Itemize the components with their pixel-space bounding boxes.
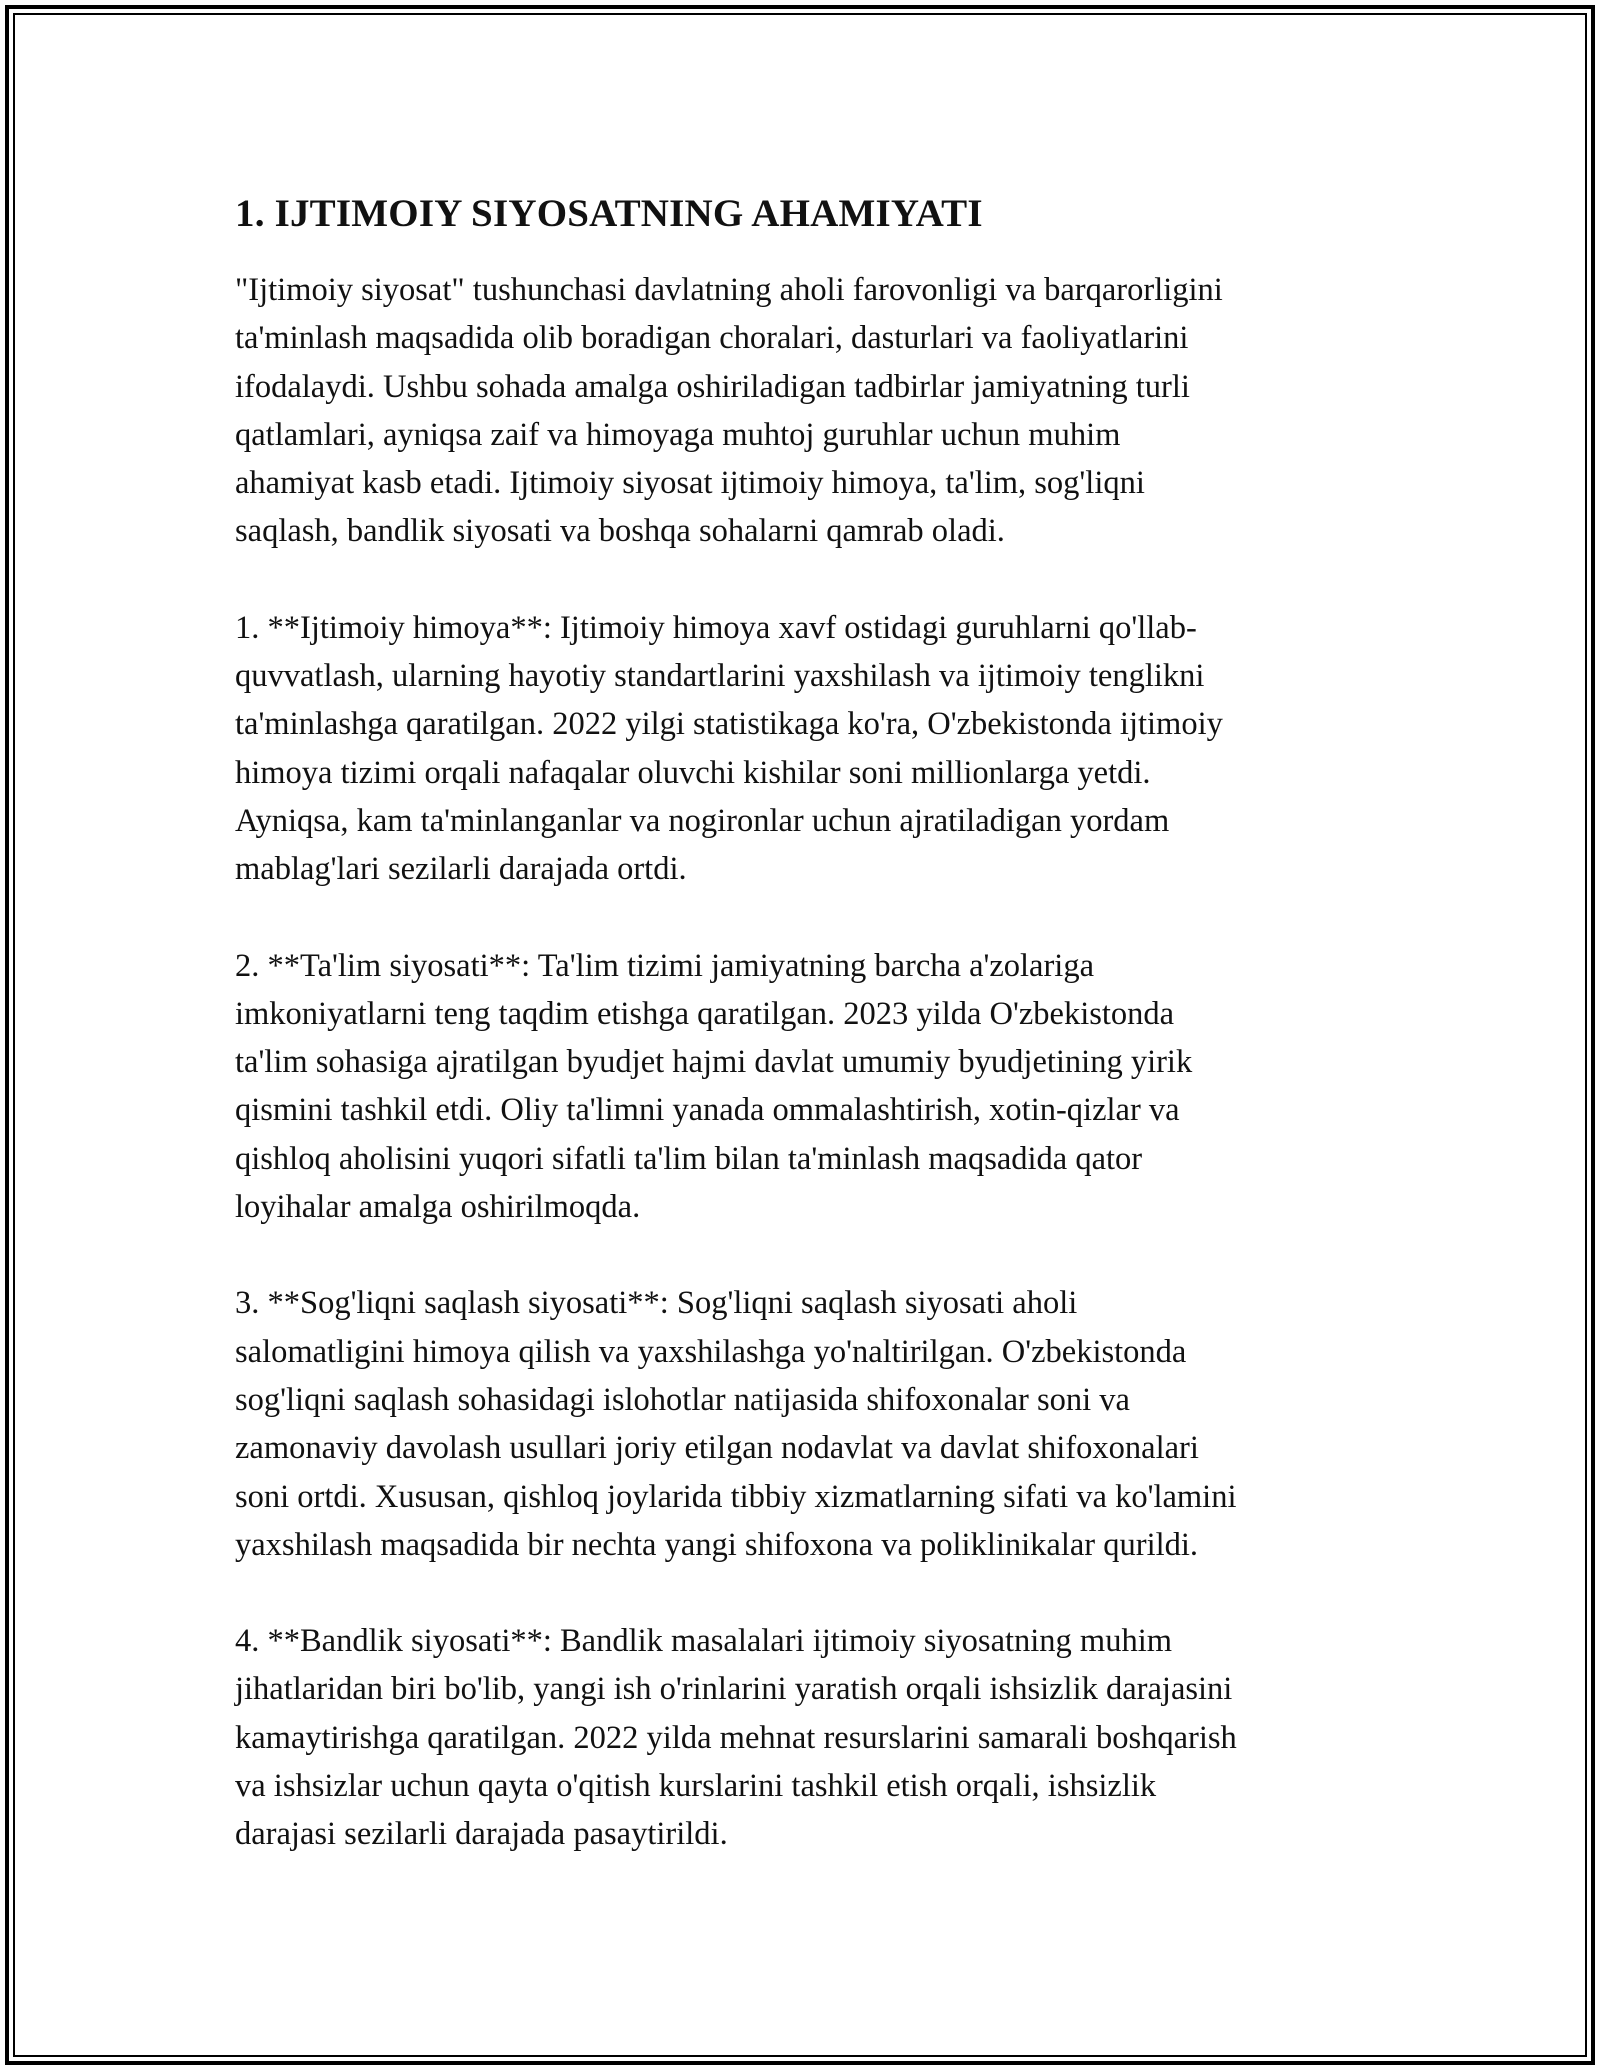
section-bandlik-siyosati: 4. **Bandlik siyosati**: Bandlik masalalari ijtimoiy siyosatning muhim jihatlaridan biri bo'lib, yangi ish o'rinlarini yaratish orqali ishsizlik darajasini kamaytirishga qaratilgan. 2022 yilda mehnat resurslarini samarali boshqarish va ishsizlar uchun qayta o'qitish kurslarini tashkil etish orqali, ishsizlik darajasi sezilarli darajada pasaytirildi. <box>235 1623 1237 1853</box>
section-talim-siyosati: 2. **Ta'lim siyosati**: Ta'lim tizimi jamiyatning barcha a'zolariga imkoniyatlarni teng taqdim etishga qaratilgan. 2023 yilda O'zbekistonda ta'lim sohasiga ajratilgan byudjet hajmi davlat umumiy byudjetining yirik qismini tashkil etdi. Oliy ta'limni yanada ommalashtirish, xotin-qizlar va qishloq aholisini yuqori sifatli ta'lim bilan ta'minlash maqsadida qator loyihalar amalga oshirilmoqda. <box>235 947 1193 1226</box>
section-sogliqni-saqlash: 3. **Sog'liqni saqlash siyosati**: Sog'liqni saqlash siyosati aholi salomatligini himoya qilish va yaxshilashga yo'naltirilgan. O'zbekistonda sog'liqni saqlash sohasidagi islohotlar natijasida shifoxonalar soni va zamonaviy davolash usullari joriy etilgan nodavlat va davlat shifoxonalari soni ortdi. Xususan, qishloq joylarida tibbiy xizmatlarning sifati va ko'lamini yaxshilash maqsadida bir nechta yangi shifoxona va poliklinikalar qurildi. <box>235 1285 1237 1563</box>
section-ijtimoiy-himoya: 1. **Ijtimoiy himoya**: Ijtimoiy himoya xavf ostidagi guruhlarni qo'llab- quvvatlash, ularning hayotiy standartlarini yaxshilash va ijtimoiy tenglikni ta'minlashga qaratilgan. 2022 yilgi statistikaga ko'ra, O'zbekistonda ijtimoiy himoya tizimi orqali nafaqalar oluvchi kishilar soni millionlarga yetdi. Ayniqsa, kam ta'minlanganlar va nogironlar uchun ajratiladigan yordam mablag'lari sezilarli darajada ortdi. <box>235 609 1223 888</box>
document-body <box>235 190 1375 1859</box>
document-title: 1. IJTIMOIY SIYOSATNING AHAMIYATI <box>235 192 983 235</box>
intro-paragraph: "Ijtimoiy siyosat" tushunchasi davlatning aholi farovonligi va barqarorligini ta'minlash maqsadida olib boradigan choralari, dasturlari va faoliyatlarini ifodalaydi. Ushbu sohada amalga oshiriladigan tadbirlar jamiyatning turli qatlamlari, ayniqsa zaif va himoyaga muhtoj guruhlar uchun muhim ahamiyat kasb etadi. Ijtimoiy siyosat ijtimoiy himoya, ta'lim, sog'liqni saqlash, bandlik siyosati va boshqa sohalarni qamrab oladi. <box>235 272 1223 550</box>
